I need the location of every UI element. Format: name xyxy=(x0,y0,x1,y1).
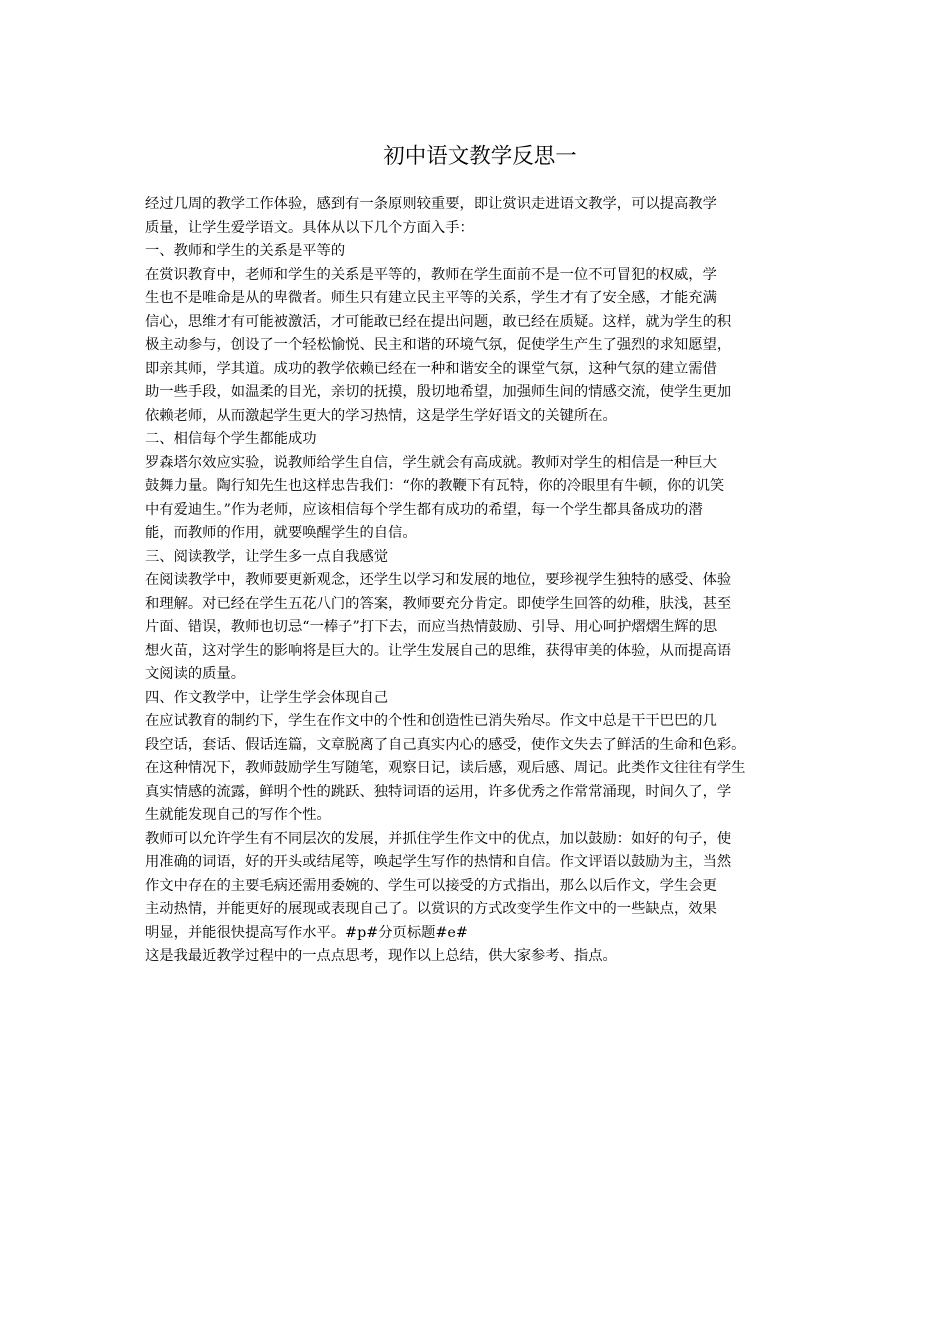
text-line: 在赏识教育中，老师和学生的关系是平等的，教师在学生面前不是一位不可冒犯的权威，学 xyxy=(145,266,717,283)
text-line: 用准确的词语，好的开头或结尾等，唤起学生写作的热情和自信。作文评语以鼓励为主，当然 xyxy=(145,854,732,870)
text-line: 想火苗，这对学生的影响将是巨大的。让学生发展自己的思维，获得审美的体验，从而提高语 xyxy=(145,642,732,659)
text-line: 片面、错误，教师也切忌“一棒子”打下去，而应当热情鼓励、引导、用心呵护熠熠生辉的思 xyxy=(145,619,718,635)
section-heading-1: 一、教师和学生的关系是平等的 xyxy=(145,243,346,259)
text-line: 极主动参与，创设了一个轻松愉悦、民主和谐的环境气氛，促使学生产生了强烈的求知愿望， xyxy=(145,337,732,353)
text-line: 文阅读的质量。 xyxy=(145,666,246,682)
text-line: 在阅读教学中，教师要更新观念，还学生以学习和发展的地位，要珍视学生独特的感受、体验 xyxy=(145,572,732,588)
text-line: 主动热情，并能更好的展现或表现自己了。以赏识的方式改变学生作文中的一些缺点，效果 xyxy=(145,901,717,917)
text-line: 段空话，套话、假话连篇，文章脱离了自己真实内心的感受，使作文失去了鲜活的生命和色彩。 xyxy=(145,736,746,753)
text-line: 质量，让学生爱学语文。具体从以下几个方面入手： xyxy=(145,219,474,236)
text-line: 依赖老师，从而激起学生更大的学习热情，这是学生学好语文的关键所在。 xyxy=(145,407,617,424)
text-line: 中有爱迪生。”作为老师，应该相信每个学生都有成功的希望，每一个学生都具备成功的潜 xyxy=(145,501,703,518)
text-line: 经过几周的教学工作体验，感到有一条原则较重要，即让赏识走进语文教学，可以提高教学 xyxy=(145,196,717,212)
text-line: 鼓舞力量。陶行知先生也这样忠告我们：“你的教鞭下有瓦特，你的冷眼里有牛顿，你的讥笑 xyxy=(145,478,725,494)
text-line: 即亲其师，学其道。成功的教学依赖已经在一种和谐安全的课堂气氛，这种气氛的建立需借 xyxy=(145,360,717,377)
section-heading-4: 四、作文教学中，让学生学会体现自己 xyxy=(145,689,389,706)
text-line: 生就能发现自己的写作个性。 xyxy=(145,807,331,823)
text-line: 信心，思维才有可能被激活，才可能敢已经在提出问题，敢已经在质疑。这样，就为学生的积 xyxy=(145,313,732,330)
text-line: 作文中存在的主要毛病还需用委婉的、学生可以接受的方式指出，那么以后作文，学生会更 xyxy=(145,877,717,894)
document-body xyxy=(145,193,815,969)
text-line: 这是我最近教学过程中的一点点思考，现作以上总结，供大家参考、指点。 xyxy=(145,948,617,964)
text-line: 能，而教师的作用，就要唤醒学生的自信。 xyxy=(145,525,417,541)
text-line: 罗森塔尔效应实验，说教师给学生自信，学生就会有高成就。教师对学生的相信是一种巨大 xyxy=(145,454,717,471)
text-line: 教师可以允许学生有不同层次的发展，并抓住学生作文中的优点，加以鼓励：如好的句子，使 xyxy=(145,830,732,847)
text-line: 生也不是唯命是从的卑微者。师生只有建立民主平等的关系，学生才有了安全感，才能充满 xyxy=(145,290,717,306)
section-heading-2: 二、相信每个学生都能成功 xyxy=(145,431,317,447)
text-line: 在这种情况下，教师鼓励学生写随笔，观察日记，读后感，观后感、周记。此类作文往往有学生 xyxy=(145,760,746,776)
text-line: 和理解。对已经在学生五花八门的答案，教师要充分肯定。即使学生回答的幼稚，肤浅，甚至 xyxy=(145,595,732,612)
document-title: 初中语文教学反思一 xyxy=(383,144,577,169)
text-line: 明显，并能很快提高写作水平。#p#分页标题#e# xyxy=(145,924,468,941)
text-line: 在应试教育的制约下，学生在作文中的个性和创造性已消失殆尽。作文中总是干干巴巴的几 xyxy=(145,713,717,729)
section-heading-3: 三、阅读教学，让学生多一点自我感觉 xyxy=(145,548,389,565)
text-line: 真实情感的流露，鲜明个性的跳跃、独特词语的运用，许多优秀之作常常涌现，时间久了，学 xyxy=(145,783,732,800)
text-line: 助一些手段，如温柔的目光，亲切的抚摸，殷切地希望，加强师生间的情感交流，使学生更加 xyxy=(145,384,732,400)
